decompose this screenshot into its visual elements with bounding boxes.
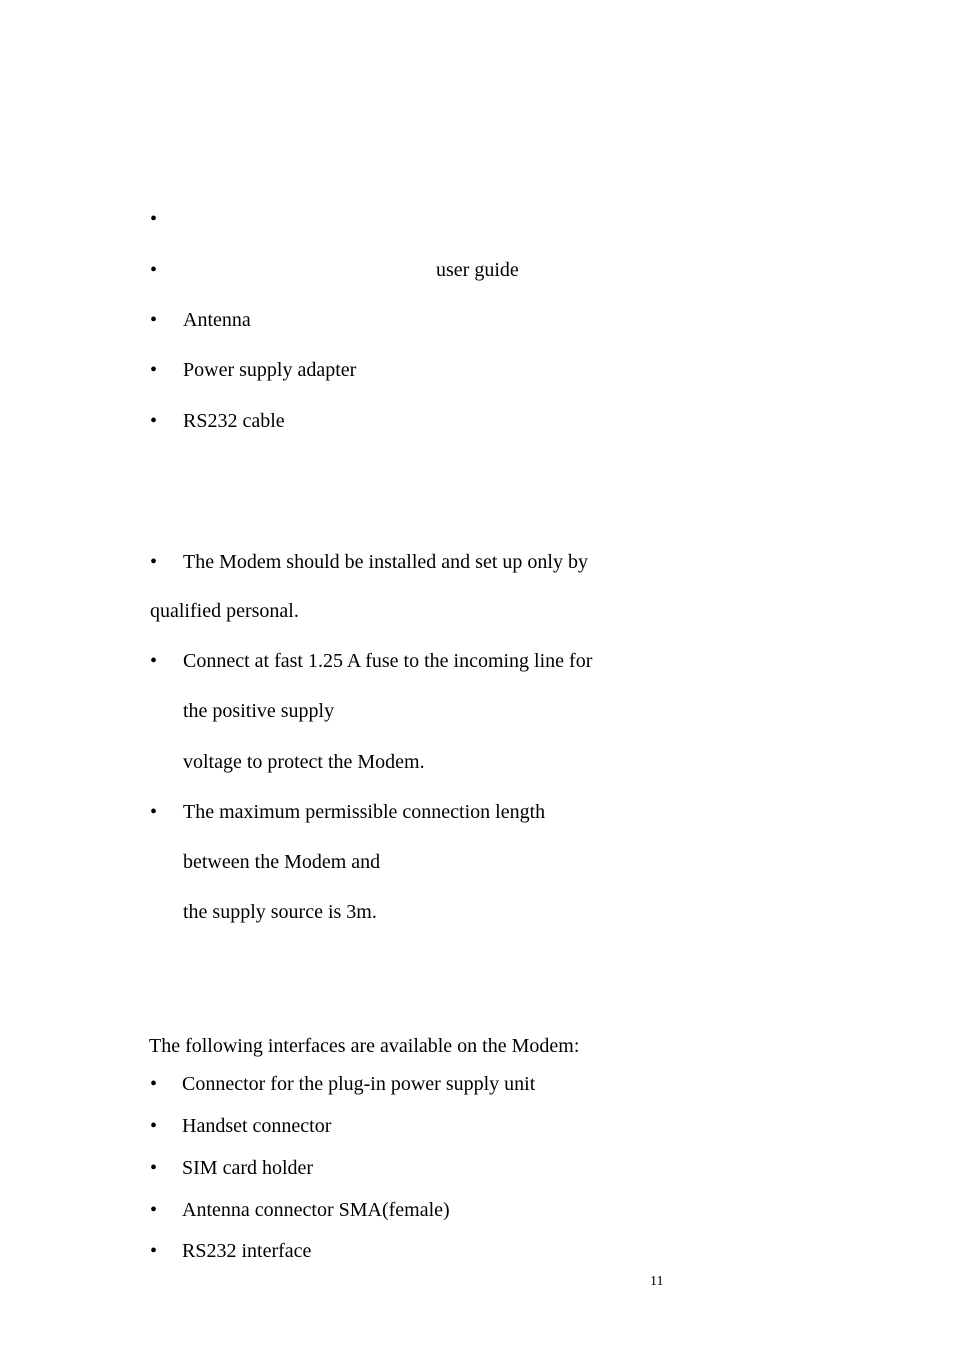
bullet: • [150, 650, 158, 672]
bullet: • [150, 309, 158, 331]
page-number: 11 [650, 1274, 664, 1289]
bullet: • [150, 1073, 158, 1095]
list-item-text: RS232 cable [183, 410, 285, 432]
list-item-text: The Modem should be installed and set up only by [183, 551, 588, 573]
paragraph-line: voltage to protect the Modem. [183, 751, 425, 773]
bullet: • [150, 359, 158, 381]
bullet: • [150, 208, 158, 230]
paragraph-line: qualified personal. [150, 600, 299, 622]
bullet: • [150, 801, 158, 823]
list-item-text: SIM card holder [182, 1157, 314, 1179]
list-item-text: Connect at fast 1.25 A fuse to the incoming line for [183, 650, 593, 672]
paragraph-line: the positive supply [183, 700, 335, 722]
interfaces-intro: The following interfaces are available on the Modem: [149, 1035, 580, 1057]
bullet: • [150, 410, 158, 432]
paragraph-line: the supply source is 3m. [183, 901, 377, 923]
bullet: • [150, 551, 158, 573]
paragraph-line: between the Modem and [183, 851, 381, 873]
bullet: • [150, 1115, 158, 1137]
bullet: • [150, 1199, 158, 1221]
list-item-text: Handset connector [182, 1115, 332, 1137]
list-item-text: The maximum permissible connection length [183, 801, 546, 823]
list-item-text: Power supply adapter [183, 359, 357, 381]
bullet: • [150, 259, 158, 281]
list-item-text: Antenna connector SMA(female) [182, 1199, 450, 1221]
bullet: • [150, 1240, 158, 1262]
list-item-text: Antenna [183, 309, 251, 331]
bullet: • [150, 1157, 158, 1179]
list-item-text: RS232 interface [182, 1240, 312, 1262]
list-item-text: user guide [436, 259, 519, 281]
list-item-text: Connector for the plug-in power supply unit [182, 1073, 536, 1095]
